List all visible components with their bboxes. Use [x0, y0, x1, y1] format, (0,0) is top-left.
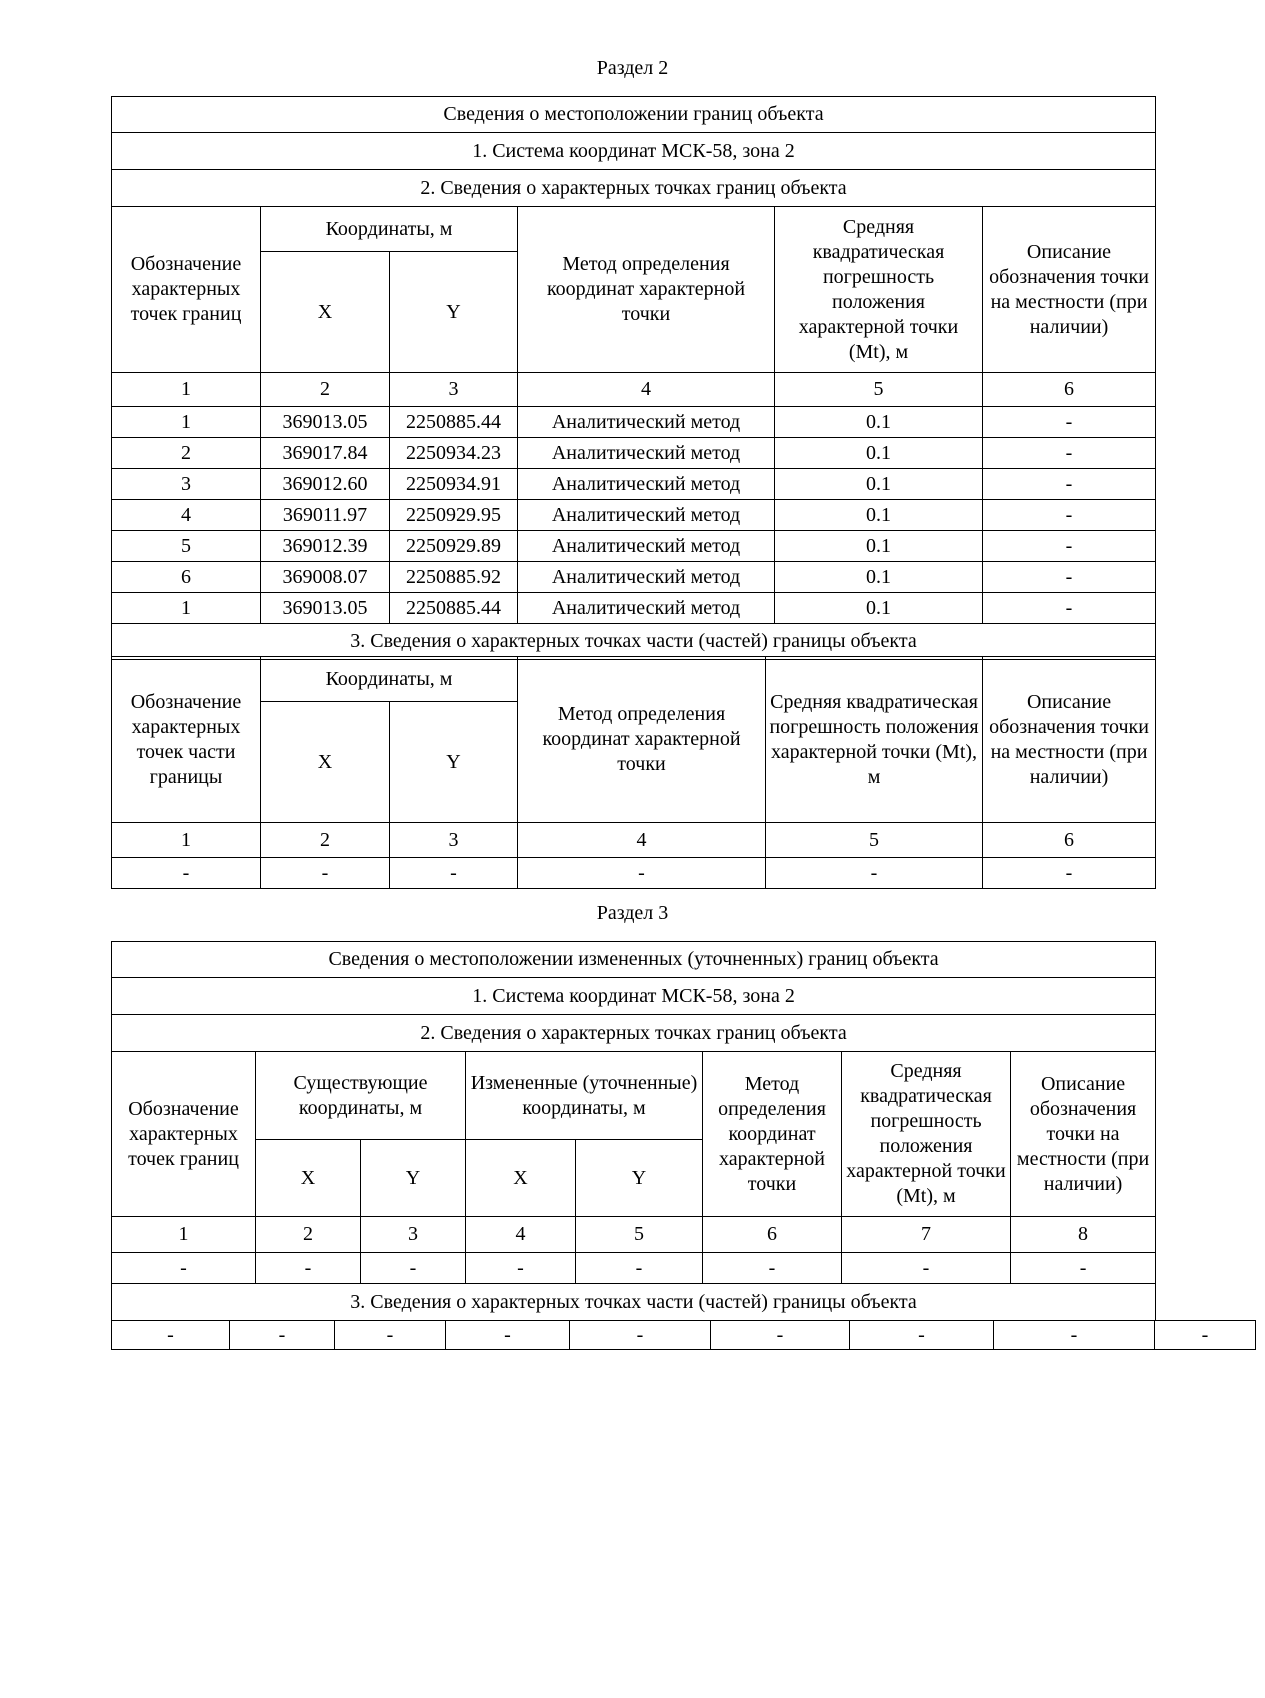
description: -	[983, 562, 1156, 593]
empty-cell: -	[850, 1321, 994, 1350]
description: -	[983, 407, 1156, 438]
coord-y: 2250929.95	[390, 500, 518, 531]
header-error: Средняя квадратическая погрешность положения характерной точки (Mt), м	[775, 207, 983, 373]
method: Аналитический метод	[518, 500, 775, 531]
parts-header-coords: Координаты, м	[261, 657, 518, 702]
column-number: 5	[766, 823, 983, 858]
section3-parts-table	[111, 1320, 1256, 1350]
empty-cell: -	[335, 1321, 446, 1350]
section3-coord-system: 1. Система координат МСК-58, зона 2	[112, 978, 1156, 1015]
column-number: 6	[983, 823, 1156, 858]
header-x: X	[261, 252, 390, 373]
column-number: 2	[256, 1217, 361, 1253]
coord-x: 369012.60	[261, 469, 390, 500]
column-numbers-row	[112, 1217, 1156, 1253]
section2-points-heading: 2. Сведения о характерных точках границ объекта	[112, 170, 1156, 207]
error: 0.1	[775, 407, 983, 438]
error: 0.1	[775, 593, 983, 624]
description: -	[983, 531, 1156, 562]
header-designation: Обозначение характерных точек границ	[112, 207, 261, 373]
column-number: 5	[775, 373, 983, 407]
empty-cell: -	[766, 858, 983, 889]
column-number: 8	[1011, 1217, 1156, 1253]
column-number: 1	[112, 823, 261, 858]
column-number: 4	[518, 823, 766, 858]
error: 0.1	[775, 562, 983, 593]
header-y: Y	[390, 252, 518, 373]
column-number: 1	[112, 1217, 256, 1253]
point-number: 6	[112, 562, 261, 593]
point-number: 5	[112, 531, 261, 562]
column-number: 4	[518, 373, 775, 407]
empty-cell: -	[112, 1253, 256, 1284]
table-row	[112, 469, 1156, 500]
s3-header-existing-x: X	[256, 1140, 361, 1217]
error: 0.1	[775, 438, 983, 469]
empty-cell: -	[256, 1253, 361, 1284]
table-row	[112, 1321, 1256, 1350]
section3-table	[111, 941, 1156, 1321]
method: Аналитический метод	[518, 407, 775, 438]
column-number: 1	[112, 373, 261, 407]
section2-parts-table	[111, 656, 1156, 889]
section2-parts-heading: 3. Сведения о характерных точках части (частей) границы объекта	[112, 624, 1156, 660]
s3-header-existing-coords: Существующие координаты, м	[256, 1052, 466, 1140]
empty-cell: -	[261, 858, 390, 889]
coord-y: 2250934.23	[390, 438, 518, 469]
s3-header-changed-y: Y	[576, 1140, 703, 1217]
empty-cell: -	[112, 1321, 230, 1350]
description: -	[983, 593, 1156, 624]
error: 0.1	[775, 531, 983, 562]
method: Аналитический метод	[518, 531, 775, 562]
column-number: 4	[466, 1217, 576, 1253]
point-number: 1	[112, 593, 261, 624]
parts-header-y: Y	[390, 702, 518, 823]
section3-table-title: Сведения о местоположении измененных (уточненных) границ объекта	[112, 942, 1156, 978]
header-description: Описание обозначения точки на местности (при наличии)	[983, 207, 1156, 373]
coord-y: 2250885.92	[390, 562, 518, 593]
point-number: 4	[112, 500, 261, 531]
method: Аналитический метод	[518, 438, 775, 469]
s3-header-existing-y: Y	[361, 1140, 466, 1217]
section3-parts-heading: 3. Сведения о характерных точках части (частей) границы объекта	[112, 1284, 1156, 1321]
table-row	[112, 562, 1156, 593]
point-number: 1	[112, 407, 261, 438]
empty-cell: -	[576, 1253, 703, 1284]
column-number: 3	[390, 823, 518, 858]
empty-cell: -	[466, 1253, 576, 1284]
error: 0.1	[775, 500, 983, 531]
coord-y: 2250929.89	[390, 531, 518, 562]
coord-x: 369011.97	[261, 500, 390, 531]
table-row	[112, 858, 1156, 889]
method: Аналитический метод	[518, 593, 775, 624]
coord-x: 369012.39	[261, 531, 390, 562]
table-row	[112, 500, 1156, 531]
s3-header-method: Метод определения координат характерной точки	[703, 1052, 842, 1217]
empty-cell: -	[703, 1253, 842, 1284]
parts-header-x: X	[261, 702, 390, 823]
column-number: 3	[390, 373, 518, 407]
header-method: Метод определения координат характерной точки	[518, 207, 775, 373]
empty-cell: -	[994, 1321, 1155, 1350]
coord-y: 2250885.44	[390, 593, 518, 624]
empty-cell: -	[230, 1321, 335, 1350]
coord-y: 2250885.44	[390, 407, 518, 438]
column-number: 2	[261, 373, 390, 407]
error: 0.1	[775, 469, 983, 500]
s3-header-error: Средняя квадратическая погрешность положения характерной точки (Mt), м	[842, 1052, 1011, 1217]
coord-x: 369013.05	[261, 593, 390, 624]
section3-points-heading: 2. Сведения о характерных точках границ объекта	[112, 1015, 1156, 1052]
empty-cell: -	[842, 1253, 1011, 1284]
description: -	[983, 500, 1156, 531]
parts-header-description: Описание обозначения точки на местности (при наличии)	[983, 657, 1156, 823]
empty-cell: -	[446, 1321, 570, 1350]
s3-header-designation: Обозначение характерных точек границ	[112, 1052, 256, 1217]
column-numbers-row	[112, 823, 1156, 858]
column-number: 5	[576, 1217, 703, 1253]
empty-cell: -	[570, 1321, 711, 1350]
column-number: 7	[842, 1217, 1011, 1253]
method: Аналитический метод	[518, 562, 775, 593]
s3-header-description: Описание обозначения точки на местности (при наличии)	[1011, 1052, 1156, 1217]
coord-y: 2250934.91	[390, 469, 518, 500]
point-number: 2	[112, 438, 261, 469]
empty-cell: -	[112, 858, 261, 889]
coord-x: 369017.84	[261, 438, 390, 469]
point-number: 3	[112, 469, 261, 500]
empty-cell: -	[983, 858, 1156, 889]
description: -	[983, 438, 1156, 469]
parts-header-method: Метод определения координат характерной точки	[518, 657, 766, 823]
section3-title: Раздел 3	[596, 902, 669, 924]
empty-cell: -	[390, 858, 518, 889]
column-number: 3	[361, 1217, 466, 1253]
section2-title: Раздел 2	[596, 57, 669, 79]
parts-header-designation: Обозначение характерных точек части границы	[112, 657, 261, 823]
empty-cell: -	[1011, 1253, 1156, 1284]
s3-header-changed-coords: Измененные (уточненные) координаты, м	[466, 1052, 703, 1140]
coord-x: 369008.07	[261, 562, 390, 593]
column-numbers-row	[112, 373, 1156, 407]
empty-cell: -	[518, 858, 766, 889]
header-coords: Координаты, м	[261, 207, 518, 252]
empty-cell: -	[711, 1321, 850, 1350]
column-number: 2	[261, 823, 390, 858]
column-number: 6	[983, 373, 1156, 407]
empty-cell: -	[361, 1253, 466, 1284]
table-row	[112, 593, 1156, 624]
section2-table-title: Сведения о местоположении границ объекта	[112, 97, 1156, 133]
coord-x: 369013.05	[261, 407, 390, 438]
table-row	[112, 438, 1156, 469]
table-row	[112, 531, 1156, 562]
parts-header-error: Средняя квадратическая погрешность положения характерной точки (Mt), м	[766, 657, 983, 823]
table-row	[112, 407, 1156, 438]
s3-header-changed-x: X	[466, 1140, 576, 1217]
method: Аналитический метод	[518, 469, 775, 500]
column-number: 6	[703, 1217, 842, 1253]
table-row	[112, 1253, 1156, 1284]
empty-cell: -	[1155, 1321, 1256, 1350]
description: -	[983, 469, 1156, 500]
section2-table	[111, 96, 1156, 660]
section2-coord-system: 1. Система координат МСК-58, зона 2	[112, 133, 1156, 170]
